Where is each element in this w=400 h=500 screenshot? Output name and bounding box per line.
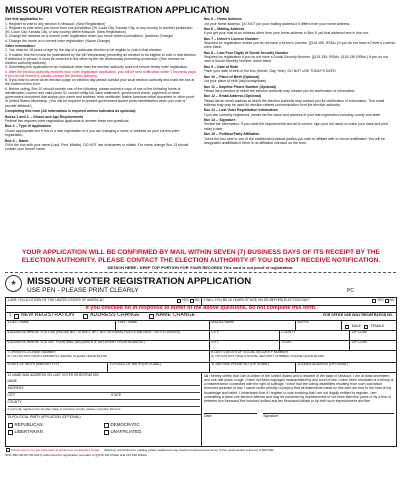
instruction-paragraph: Place your date of birth in the box (Month, Day, Year). DO NOT USE TODAY'S DATE! <box>203 69 336 74</box>
citizen-yes-checkbox[interactable] <box>177 299 181 303</box>
oath-text: I hereby certify that I am a citizen of the United States and a resident of the state of Missouri. I am at least seventeen and one half years of age. I have not been adjudged incapacitated by any court of law. I have been convicted of a felony or a misdemeanor connected with the right of suffrage, I have had the voting disabilities resulting from such conviction removed pursuant to law. I swear under penalty of perjury that all statements made on this card are true to the best of my knowledge and belief. I understand that if I register to vote knowing that I am not legally entitled to register, I am committing a class one election offense and may be punished by imprisonment of not more than five years or by a fine of between two thousand five hundred dollars and ten thousand dollars or by both such imprisonment and fine. <box>204 373 394 404</box>
name-row <box>6 320 396 330</box>
detach-notice: DETACH HERE - KEEP TOP PORTION FOR YOUR RECORDS This card is not proof of registration. <box>107 264 294 270</box>
state-seal-icon: ★ <box>5 275 22 292</box>
oath-section: 14I hereby certify that I am a citizen of the United States and a resident of the state of Missouri. I am at least seventeen and one half years of age. I have not been adjudged incapacitated by any court of law. I have been convicted of a felony or a misdemeanor connected with the right of suffrage, I have had the voting disabilities resulting from such conviction removed pursuant to law. I swear under penalty of perjury that all statements made on this card are true to the best of my knowledge and belief. I understand that if I register to vote knowing that I am not legally entitled to register, I am committing a class one election offense and may be punished by imprisonment of not more than five years or by a fine of between two thousand five hundred dollars and ten thousand dollars or by both such imprisonment and fine. Date Signature <box>201 373 396 446</box>
male-checkbox[interactable] <box>345 325 349 329</box>
party-republican-checkbox[interactable] <box>8 423 13 428</box>
ssn-last4-field[interactable]: 8 LAST 4 DIGITS OF SOCIAL SECURITY NUMBER IF YOU DO NOT HAVE A SOCIAL SECURITY NUMBER, PLEASE LEAVE BLANK <box>209 351 396 362</box>
instruction-paragraph: Review the information. If you meet the requirements and all is correct, sign your full name or make your mark and print today's date. <box>203 122 389 131</box>
female-checkbox[interactable] <box>364 325 368 329</box>
detach-line <box>5 272 396 273</box>
home-county-field[interactable]: COUNTY <box>279 331 349 340</box>
instruction-paragraph: Please list an email address at which the election authority may contact you for clarification of information. This email address may only be used for election related communication from the election authority. <box>203 98 385 107</box>
party-libertarian-checkbox[interactable] <box>8 430 13 435</box>
last-reg-name-field[interactable]: NAME <box>8 380 200 386</box>
mailing-zip-field[interactable]: ZIP CODE <box>349 341 396 350</box>
last-reg-city-state-field[interactable]: CITY STATE <box>8 394 200 400</box>
last-registration-oath-row <box>6 372 396 446</box>
instruction-paragraph: 2. If mailed, this form must be postmarked by the 4th Wednesday preceding an election to be eligible to vote in that election. If delivered in person, it must be received in the office by the 4th Wednesday preceding an election. (See reverse for election authority address) <box>5 52 197 66</box>
email-field[interactable]: 12 EMAIL ADDRESS (OPTIONAL) <box>295 363 396 372</box>
instruction-heading: Box 6 -- Mailing Address <box>203 27 245 32</box>
instruction-paragraph: If you are currently registered, please list the name and address of your last registration including county and state. <box>203 112 382 117</box>
daytime-phone-field[interactable]: 11 DAYTIME PHONE NO. (OPTIONAL) <box>209 363 295 372</box>
instruction-heading: Box 3 -- Type of Application <box>5 124 51 129</box>
form-footer: Check here if you are interested in working as an Election Judge. Warning: Conviction for making a false statement may result in imprisonment for up to five years and/or a fine up to $10,000 <box>5 448 396 452</box>
instruction-paragraph: 1. You must be 18 years of age by the day of a particular election to be eligible to vote in that election. <box>5 48 163 53</box>
age-no-checkbox[interactable] <box>385 299 389 303</box>
party-section: 15 POLITICAL PARTY AFFILIATION (OPTIONAL) REPUBLICAN DEMOCRATIC LIBERTARIAN UNAFFILIATED <box>6 414 201 436</box>
instruction-paragraph: Required for registration if you do not have a Social Security Number. [§115.155, RSMo. §115.136 RSMo.] If you do not have a Social Security Number, leave blank. <box>203 55 389 64</box>
home-city-field[interactable]: CITY <box>209 331 279 340</box>
instruction-heading: Box 4 -- Name <box>5 138 29 143</box>
form-number: SOC-050-VR-83 (05-2017) Authorized for registration pursuant to §§115.151 RSMo and 115.158 RSMo. <box>5 452 148 457</box>
form-header <box>5 275 396 297</box>
instruction-paragraph: 1. Register to vote in any election in Missouri. (New Registration) <box>5 21 106 26</box>
instruction-heading: Box 11 -- Daytime Phone Number (Optional) <box>203 84 277 89</box>
instruction-paragraph: Check appropriate box if this is a new registration or if you are changing a name or address on your current voter registration. <box>5 128 180 137</box>
form-subtitle: USE PEN - PLEASE PRINT CLEARLY <box>27 286 139 294</box>
home-zip-field[interactable]: ZIP CODE <box>349 331 396 340</box>
instructions-right-column <box>204 16 397 247</box>
confirmation-warning: YOUR APPLICATION WILL BE CONFIRMED BY MAIL WITHIN SEVEN (7) BUSINESS DAYS OF ITS RECEIPT BY THE ELECTION AUTHORITY. PLEASE CONTACT THE ELECTION AUTHORITY IF YOU DO NOT RECEIVE NOTIFICATION. <box>21 249 381 264</box>
last-name-field[interactable]: 4 LAST NAME <box>7 320 29 325</box>
instruction-paragraph: List your place of birth (city/county/state). <box>203 79 268 84</box>
instruction-heading: Box 14 -- Signature <box>203 118 236 123</box>
instruction-paragraph: 3. Submitting this application to an individual other than the election authority does not ensure timely voter registration. <box>5 65 189 70</box>
birth-contact-row <box>6 362 396 372</box>
first-name-field[interactable]: FIRST NAME <box>115 321 209 330</box>
instruction-heading: Box 13 -- Last Voter Registration Information <box>203 108 278 113</box>
address-change-checkbox[interactable] <box>83 314 88 319</box>
instruction-heading: Box 10 -- Place of Birth (Optional) <box>203 74 260 79</box>
last-registration-section: 13 NAME AND ADDRESS ON LAST VOTER REGISTRATION NAME ADDRESS CITY STATE COUNTY If currently registered in another state or previous county, please complete this box. 15 POLITICAL PARTY AFFILIATION (OPTIONAL) REPUBLICAN DEMOCRATIC LIBERTARIAN UNAFFILIATED <box>6 373 201 446</box>
instruction-heading: Boxes 1 and 2 -- Citizen and Age Requirements <box>5 114 84 119</box>
office-use-label: FOR OFFICE USE ONLY REGISTRATION NO. <box>323 313 393 318</box>
instruction-heading: Other information: <box>5 44 36 49</box>
instructions-body <box>5 16 396 247</box>
instruction-paragraph: If you get your mail at an address other than your home address in Box 5, put that address here in this box. <box>203 31 370 36</box>
instruction-heading: Completing this form (All information is required unless indicated as optional): <box>5 109 137 114</box>
new-registration-checkbox[interactable] <box>14 314 19 319</box>
instruction-heading: Box 12 -- Email Address (Optional) <box>203 94 261 99</box>
middle-name-field[interactable]: MIDDLE NAME <box>209 321 295 330</box>
last-reg-address-field[interactable]: ADDRESS <box>8 387 200 393</box>
suffix-field[interactable]: SUFFIX <box>295 321 342 330</box>
age-question: 2 WILL YOU BE 18 YEARS OF AGE ON OR BEFORE ELECTION DAY? YES NO <box>201 298 396 305</box>
instruction-paragraph: 4. Change the name on a current voter registration. (Name Change) <box>5 38 111 43</box>
name-change-checkbox[interactable] <box>149 314 154 319</box>
election-judge-checkbox[interactable] <box>6 448 10 452</box>
registration-form <box>5 297 397 447</box>
instruction-heading: Box 9 -- Date of Birth <box>203 64 239 69</box>
instruction-heading: Use this application to: <box>5 17 44 22</box>
instruction-heading: Box 7 -- Driver's License Number <box>203 36 259 41</box>
form-title: MISSOURI VOTER REGISTRATION APPLICATION <box>27 275 252 287</box>
citizen-question: 1 ARE YOU A CITIZEN OF THE UNITED STATES OF AMERICA? YES NO <box>7 298 200 303</box>
mailing-state-field[interactable]: STATE <box>279 341 349 350</box>
instruction-paragraph: Check the box next to one of the established political parties you wish to affiliate with or check unaffiliated. You will be designated unaffiliated if there is no affiliation checked on the form. <box>203 136 385 145</box>
instruction-heading: Box 15 -- Political Party Affiliation <box>203 132 260 137</box>
instruction-paragraph: 4. After the election authority receives your voter registration application, you will be sent notification within 7 business days. If you do not receive it, please contact the election authority. <box>5 69 197 78</box>
instruction-paragraph: List your home address. DO NOT put your mailing address if it differs from your home address. <box>203 21 351 26</box>
instructions-title: MISSOURI VOTER REGISTRATION APPLICATION <box>5 5 230 16</box>
citizen-age-row <box>6 298 396 305</box>
id-numbers-row <box>6 350 396 362</box>
instruction-paragraph: Required for registration unless you do not have a Driver's License. [§115.155, RSMo.] If you do not have a Driver's License, leave blank. <box>203 41 396 50</box>
ineligible-notice: If you checked no in response to either of the above questions, do not complete this form. <box>6 305 396 312</box>
drivers-license-field[interactable]: 7 DRIVER'S LICENSE NUMBER IF YOU DO NOT HAVE A DRIVER'S LICENSE, PLEASE LEAVE BLANK <box>7 350 107 358</box>
instruction-paragraph: Federal law requires voter registration applicants to answer these two questions. <box>5 118 130 123</box>
instruction-paragraph: 2. Register to vote when you move from one jurisdiction (St. Louis City, Kansas City, or any county) to another jurisdiction (St. Louis City, Kansas City, or any county) within Missouri. (New Registration) <box>5 25 193 35</box>
last-reg-county-field[interactable]: COUNTY <box>8 401 200 407</box>
mailing-address-row <box>6 340 396 350</box>
party-unaffiliated-checkbox[interactable] <box>104 430 109 435</box>
instruction-paragraph: 6. Before voting, Box 10 should contain one of the following: please submit a copy of one of the following forms of identification: current and valid photo ID, current utility bill, bank statement, government check, paycheck or other government document that shows your name and address; birth certificate; Native American tribal document or other proof of United States citizenship. (You will be required to present government issued photo identification when you vote or provide affidavit.) <box>5 86 195 108</box>
pc-label: PC <box>347 287 354 294</box>
application-type-row: 3 NEW REGISTRATION ADDRESS CHANGE NAME CHANGE FOR OFFICE USE ONLY REGISTRATION NO. <box>6 312 396 320</box>
date-of-birth-field[interactable]: 9 DATE OF BIRTH (MM/DD/YYYY) <box>7 362 60 367</box>
mailing-city-field[interactable]: CITY <box>209 341 279 350</box>
sex-field: MALE FEMALE <box>341 321 396 330</box>
party-democratic-checkbox[interactable] <box>104 423 109 428</box>
instructions-left-column <box>5 16 198 247</box>
home-address-field[interactable]: 5 ADDRESS WHERE YOU LIVE (HOUSE NO., STREET, APT. NO. OR RURAL ROUTE AND BOX - NO P.O. BOXES) <box>7 330 180 335</box>
instruction-paragraph: 3. Change the address on a current voter registration when you move within a jurisdiction. (Address Change) <box>5 34 174 39</box>
instruction-heading: Box 5 -- Home Address <box>203 17 242 22</box>
mailing-address-field[interactable]: 6 ADDRESS WHERE YOU GET YOUR MAIL (REQUIRED IF DIFFERENT FROM #5 ABOVE) <box>7 340 145 345</box>
citizen-no-checkbox[interactable] <box>190 299 194 303</box>
age-yes-checkbox[interactable] <box>372 299 376 303</box>
place-of-birth-field[interactable]: 10 PLACE OF BIRTH (OPTIONAL) <box>107 363 208 372</box>
home-address-row <box>6 330 396 340</box>
instruction-paragraph: Fill in the box with your name (Last, First, Middle). DO NOT use nicknames or initials. For name change Box 13 should contain your former name. <box>5 142 189 152</box>
instruction-paragraph: 5. If you wish to serve as an election judge on election day please contact your local election authority and mark the box at the bottom of this form. <box>5 78 195 87</box>
instruction-paragraph: Please list a number at which the election authority may contact you for clarification of information. <box>203 88 356 93</box>
instruction-heading: Box 8 -- Last Four Digits of Social Security Number <box>203 50 289 55</box>
